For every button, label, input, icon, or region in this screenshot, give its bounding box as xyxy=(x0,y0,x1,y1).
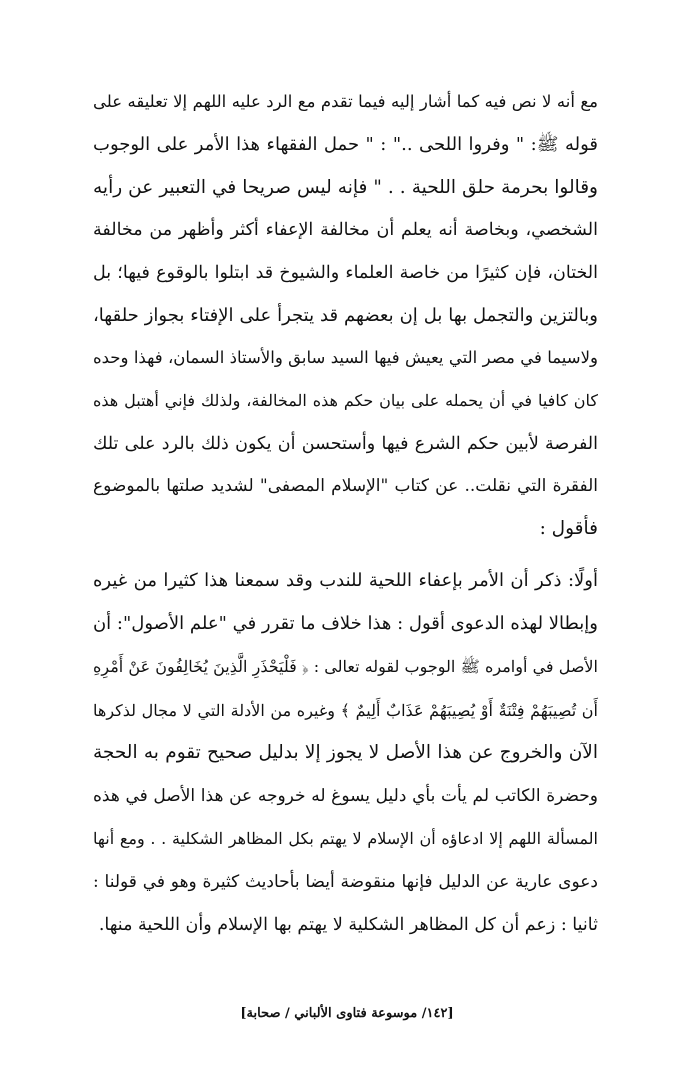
text-line: الختان، فإن كثيرًا من خاصة العلماء والشيوخ قد ابتلوا بالوقوع فيها؛ بل xyxy=(93,263,598,283)
text-line: ثانيا : زعم أن كل المظاهر الشكلية لا يهتم بها الإسلام وأن اللحية منها. xyxy=(98,915,598,935)
quran-verse-line: أَن تُصِيبَهُمْ فِتْنَةٌ أَوْ يُصِيبَهُمْ عَذَابٌ أَلِيمٌ ﴾ وغيره من الأدلة التي لا مجال لذكرها xyxy=(93,701,598,720)
text-line: دعوى عارية عن الدليل فإنها منقوضة أيضا بأحاديث كثيرة وهو في قولنا : xyxy=(93,872,598,892)
text-line: وبالتزين والتجمل بها بل إن بعضهم قد يتجرأ على الإفتاء بجواز حلقها، xyxy=(93,305,598,326)
text-line: مع أنه لا نص فيه كما أشار إليه فيما تقدم مع الرد عليه اللهم إلا تعليقه على xyxy=(93,92,598,111)
text-line: الفقرة التي نقلت.. عن كتاب "الإسلام المصفى" لشديد صلتها بالموضوع xyxy=(93,476,598,496)
text-line: المسألة اللهم إلا ادعاؤه أن الإسلام لا يهتم بكل المظاهر الشكلية . . ومع أنها xyxy=(93,829,598,848)
text-line: الآن والخروج عن هذا الأصل لا يجوز إلا بدليل صحيح تقوم به الحجة xyxy=(93,742,598,763)
text-line: الفرصة لأبين حكم الشرع فيها وأستحسن أن يكون ذلك بالرد على تلك xyxy=(93,434,598,454)
text-line: وقالوا بحرمة حلق اللحية . . " فإنه ليس صريحا في التعبير عن رأيه xyxy=(93,177,598,198)
text-line: فأقول : xyxy=(539,518,598,539)
text-line: الشخصي، وبخاصة أنه يعلم أن مخالفة الإعفاء أكثر وأظهر من مخالفة xyxy=(93,220,598,240)
text-line: وإبطالا لهذه الدعوى أقول : هذا خلاف ما تقرر في "علم الأصول": أن xyxy=(92,613,598,634)
text-line: قوله ﷺ: " وفروا اللحى .." : " حمل الفقهاء هذا الأمر على الوجوب xyxy=(93,134,598,155)
text-line: كان كافيا في أن يحمله على بيان حكم هذه المخالفة، ولذلك فإني أهتبل هذه xyxy=(93,391,598,410)
quran-verse-line: الأصل في أوامره ﷺ الوجوب لقوله تعالى : ﴿ فَلْيَحْذَرِ الَّذِينَ يُخَالِفُونَ عَنْ أَمْرِهِ xyxy=(93,657,598,676)
text-line: أولًا: ذكر أن الأمر بإعفاء اللحية للندب وقد سمعنا هذا كثيرا من غيره xyxy=(93,570,598,591)
page-footer: [١٤٢/ موسوعة فتاوى الألباني / صحابة] xyxy=(240,1006,454,1021)
text-line: ولاسيما في مصر التي يعيش فيها السيد سابق والأستاذ السمان، فهذا وحده xyxy=(93,348,598,367)
text-line: وحضرة الكاتب لم يأت بأي دليل يسوغ له خروجه عن هذا الأصل في هذه xyxy=(93,786,598,806)
